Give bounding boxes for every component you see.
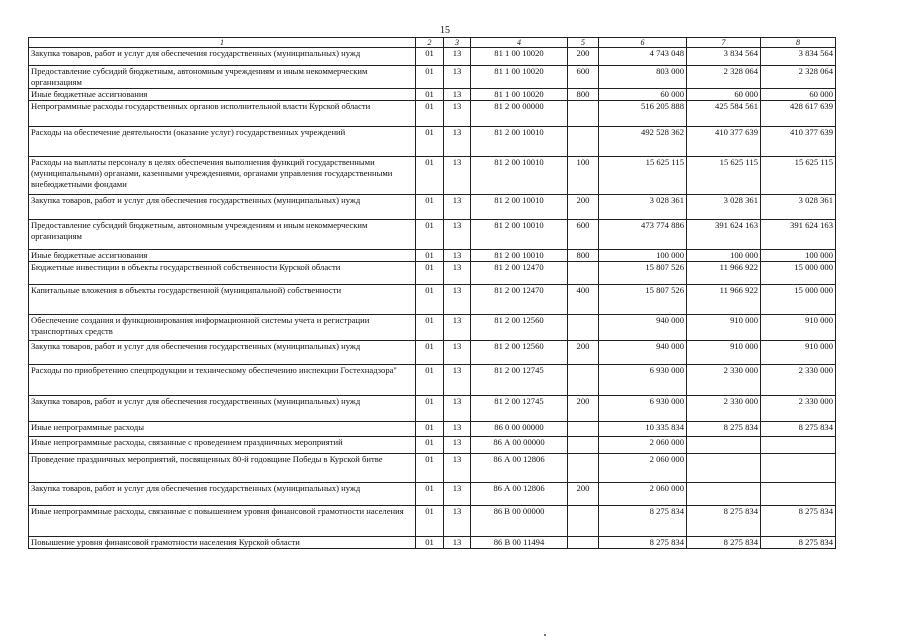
scan-speck	[544, 634, 546, 636]
amount-year-2: 3 028 361	[687, 195, 761, 220]
row-name: Расходы на выплаты персоналу в целях обеспечения выполнения функций государственными (муниципальными) органами, казенными учреждениями, органами управления государственными внебюджетными фондами	[29, 157, 416, 195]
subsection-code: 13	[444, 422, 471, 437]
amount-year-2: 2 330 000	[687, 396, 761, 422]
target-article-code: 81 2 00 12745	[471, 365, 568, 396]
page-number: 15	[440, 25, 450, 36]
table-row	[29, 48, 836, 66]
section-code: 01	[416, 48, 444, 66]
amount-year-1: 60 000	[599, 89, 687, 101]
amount-year-2: 2 328 064	[687, 66, 761, 89]
section-code: 01	[416, 537, 444, 549]
subsection-code: 13	[444, 250, 471, 262]
expense-type-code: 200	[568, 195, 599, 220]
subsection-code: 13	[444, 127, 471, 157]
row-name: Иные непрограммные расходы	[29, 422, 416, 437]
section-code: 01	[416, 262, 444, 285]
target-article-code: 81 2 00 10010	[471, 157, 568, 195]
amount-year-3	[761, 437, 836, 454]
amount-year-2: 2 330 000	[687, 365, 761, 396]
column-number: 3	[444, 38, 471, 48]
amount-year-3: 15 625 115	[761, 157, 836, 195]
target-article-code: 86 В 00 11494	[471, 537, 568, 549]
amount-year-2: 100 000	[687, 250, 761, 262]
amount-year-3: 60 000	[761, 89, 836, 101]
amount-year-1: 2 060 000	[599, 437, 687, 454]
section-code: 01	[416, 127, 444, 157]
section-code: 01	[416, 315, 444, 341]
subsection-code: 13	[444, 157, 471, 195]
budget-table	[28, 37, 836, 549]
column-number: 1	[29, 38, 416, 48]
section-code: 01	[416, 285, 444, 315]
amount-year-3: 391 624 163	[761, 220, 836, 250]
row-name: Повышение уровня финансовой грамотности населения Курской области	[29, 537, 416, 549]
amount-year-2: 391 624 163	[687, 220, 761, 250]
section-code: 01	[416, 341, 444, 365]
expense-type-code: 200	[568, 396, 599, 422]
table-body	[29, 48, 836, 549]
expense-type-code	[568, 315, 599, 341]
row-name: Иные бюджетные ассигнования	[29, 250, 416, 262]
target-article-code: 86 А 00 12806	[471, 454, 568, 483]
column-number: 4	[471, 38, 568, 48]
expense-type-code: 100	[568, 157, 599, 195]
target-article-code: 81 2 00 00000	[471, 101, 568, 127]
subsection-code: 13	[444, 66, 471, 89]
amount-year-2: 425 584 561	[687, 101, 761, 127]
subsection-code: 13	[444, 396, 471, 422]
expense-type-code: 200	[568, 483, 599, 506]
column-number: 2	[416, 38, 444, 48]
row-name: Иные непрограммные расходы, связанные с проведением праздничных мероприятий	[29, 437, 416, 454]
table-row	[29, 195, 836, 220]
section-code: 01	[416, 454, 444, 483]
table-row	[29, 365, 836, 396]
row-name: Бюджетные инвестиции в объекты государственной собственности Курской области	[29, 262, 416, 285]
column-number: 7	[687, 38, 761, 48]
expense-type-code	[568, 422, 599, 437]
section-code: 01	[416, 422, 444, 437]
amount-year-3: 910 000	[761, 315, 836, 341]
section-code: 01	[416, 89, 444, 101]
row-name: Непрограммные расходы государственных органов исполнительной власти Курской области	[29, 101, 416, 127]
amount-year-1: 516 205 888	[599, 101, 687, 127]
amount-year-2	[687, 437, 761, 454]
expense-type-code: 200	[568, 341, 599, 365]
expense-type-code	[568, 127, 599, 157]
row-name: Предоставление субсидий бюджетным, автономным учреждениям и иным некоммерческим организациям	[29, 66, 416, 89]
amount-year-1: 473 774 886	[599, 220, 687, 250]
target-article-code: 81 2 00 12470	[471, 285, 568, 315]
amount-year-3: 2 328 064	[761, 66, 836, 89]
amount-year-1: 8 275 834	[599, 506, 687, 537]
amount-year-2	[687, 483, 761, 506]
expense-type-code	[568, 437, 599, 454]
subsection-code: 13	[444, 437, 471, 454]
amount-year-2: 15 625 115	[687, 157, 761, 195]
amount-year-1: 940 000	[599, 315, 687, 341]
table-row	[29, 422, 836, 437]
target-article-code: 81 1 00 10020	[471, 89, 568, 101]
row-name: Иные непрограммные расходы, связанные с повышением уровня финансовой грамотности населения	[29, 506, 416, 537]
amount-year-1: 6 930 000	[599, 365, 687, 396]
target-article-code: 81 2 00 12470	[471, 262, 568, 285]
column-number: 5	[568, 38, 599, 48]
subsection-code: 13	[444, 454, 471, 483]
amount-year-1: 8 275 834	[599, 537, 687, 549]
amount-year-1: 15 807 526	[599, 285, 687, 315]
table-row	[29, 341, 836, 365]
amount-year-3: 3 834 564	[761, 48, 836, 66]
row-name: Проведение праздничных мероприятий, посвященных 80-й годовщине Победы в Курской битве	[29, 454, 416, 483]
expense-type-code: 800	[568, 250, 599, 262]
subsection-code: 13	[444, 89, 471, 101]
target-article-code: 81 2 00 12745	[471, 396, 568, 422]
section-code: 01	[416, 101, 444, 127]
amount-year-3: 910 000	[761, 341, 836, 365]
target-article-code: 81 2 00 10010	[471, 220, 568, 250]
table-row	[29, 483, 836, 506]
target-article-code: 81 1 00 10020	[471, 66, 568, 89]
target-article-code: 81 2 00 12560	[471, 315, 568, 341]
target-article-code: 81 2 00 10010	[471, 250, 568, 262]
table-row	[29, 285, 836, 315]
section-code: 01	[416, 220, 444, 250]
expense-type-code: 400	[568, 285, 599, 315]
column-number: 8	[761, 38, 836, 48]
table-row	[29, 157, 836, 195]
target-article-code: 86 А 00 00000	[471, 437, 568, 454]
amount-year-3: 8 275 834	[761, 537, 836, 549]
row-name: Закупка товаров, работ и услуг для обеспечения государственных (муниципальных) нужд	[29, 483, 416, 506]
amount-year-3: 8 275 834	[761, 422, 836, 437]
target-article-code: 86 0 00 00000	[471, 422, 568, 437]
amount-year-1: 15 625 115	[599, 157, 687, 195]
expense-type-code: 800	[568, 89, 599, 101]
amount-year-1: 940 000	[599, 341, 687, 365]
target-article-code: 86 В 00 00000	[471, 506, 568, 537]
table-row	[29, 506, 836, 537]
amount-year-1: 803 000	[599, 66, 687, 89]
amount-year-1: 4 743 048	[599, 48, 687, 66]
amount-year-1: 492 528 362	[599, 127, 687, 157]
expense-type-code	[568, 262, 599, 285]
section-code: 01	[416, 66, 444, 89]
amount-year-2: 8 275 834	[687, 422, 761, 437]
expense-type-code	[568, 537, 599, 549]
row-name: Предоставление субсидий бюджетным, автономным учреждениям и иным некоммерческим организациям	[29, 220, 416, 250]
section-code: 01	[416, 437, 444, 454]
target-article-code: 86 А 00 12806	[471, 483, 568, 506]
subsection-code: 13	[444, 315, 471, 341]
amount-year-1: 3 028 361	[599, 195, 687, 220]
row-name: Закупка товаров, работ и услуг для обеспечения государственных (муниципальных) нужд	[29, 48, 416, 66]
table-row	[29, 315, 836, 341]
amount-year-3: 428 617 639	[761, 101, 836, 127]
subsection-code: 13	[444, 262, 471, 285]
expense-type-code	[568, 454, 599, 483]
table-row	[29, 262, 836, 285]
subsection-code: 13	[444, 537, 471, 549]
target-article-code: 81 2 00 12560	[471, 341, 568, 365]
subsection-code: 13	[444, 506, 471, 537]
amount-year-2: 60 000	[687, 89, 761, 101]
subsection-code: 13	[444, 48, 471, 66]
table-row	[29, 220, 836, 250]
amount-year-2: 910 000	[687, 315, 761, 341]
target-article-code: 81 2 00 10010	[471, 195, 568, 220]
table-row	[29, 101, 836, 127]
amount-year-1: 6 930 000	[599, 396, 687, 422]
amount-year-2: 11 966 922	[687, 262, 761, 285]
table-row	[29, 537, 836, 549]
table-row	[29, 250, 836, 262]
amount-year-1: 100 000	[599, 250, 687, 262]
amount-year-3: 2 330 000	[761, 365, 836, 396]
table-row	[29, 66, 836, 89]
expense-type-code: 600	[568, 220, 599, 250]
amount-year-1: 2 060 000	[599, 483, 687, 506]
row-name: Капитальные вложения в объекты государственной (муниципальной) собственности	[29, 285, 416, 315]
amount-year-2: 11 966 922	[687, 285, 761, 315]
amount-year-2: 410 377 639	[687, 127, 761, 157]
subsection-code: 13	[444, 220, 471, 250]
row-name: Закупка товаров, работ и услуг для обеспечения государственных (муниципальных) нужд	[29, 195, 416, 220]
amount-year-2: 910 000	[687, 341, 761, 365]
amount-year-3	[761, 483, 836, 506]
row-name: Обеспечение создания и функционирования информационной системы учета и регистрации транспортных средств	[29, 315, 416, 341]
row-name: Расходы на обеспечение деятельности (оказание услуг) государственных учреждений	[29, 127, 416, 157]
subsection-code: 13	[444, 195, 471, 220]
row-name: Иные бюджетные ассигнования	[29, 89, 416, 101]
amount-year-3: 15 000 000	[761, 262, 836, 285]
expense-type-code	[568, 506, 599, 537]
amount-year-3: 15 000 000	[761, 285, 836, 315]
expense-type-code	[568, 365, 599, 396]
table-row	[29, 127, 836, 157]
amount-year-3: 3 028 361	[761, 195, 836, 220]
amount-year-1: 15 807 526	[599, 262, 687, 285]
subsection-code: 13	[444, 341, 471, 365]
row-name: Закупка товаров, работ и услуг для обеспечения государственных (муниципальных) нужд	[29, 341, 416, 365]
section-code: 01	[416, 250, 444, 262]
amount-year-3: 2 330 000	[761, 396, 836, 422]
table-row	[29, 396, 836, 422]
section-code: 01	[416, 506, 444, 537]
target-article-code: 81 1 00 10020	[471, 48, 568, 66]
amount-year-3: 100 000	[761, 250, 836, 262]
row-name: Закупка товаров, работ и услуг для обеспечения государственных (муниципальных) нужд	[29, 396, 416, 422]
amount-year-2: 8 275 834	[687, 537, 761, 549]
amount-year-3: 8 275 834	[761, 506, 836, 537]
amount-year-2: 8 275 834	[687, 506, 761, 537]
table-row	[29, 454, 836, 483]
amount-year-3: 410 377 639	[761, 127, 836, 157]
table-row	[29, 437, 836, 454]
expense-type-code: 600	[568, 66, 599, 89]
amount-year-1: 10 335 834	[599, 422, 687, 437]
row-name: Расходы по приобретению спецпродукции и техническому обеспечению инспекции Гостехнадзора"	[29, 365, 416, 396]
column-number-row	[29, 38, 836, 48]
section-code: 01	[416, 365, 444, 396]
target-article-code: 81 2 00 10010	[471, 127, 568, 157]
amount-year-3	[761, 454, 836, 483]
subsection-code: 13	[444, 285, 471, 315]
subsection-code: 13	[444, 483, 471, 506]
section-code: 01	[416, 396, 444, 422]
subsection-code: 13	[444, 101, 471, 127]
expense-type-code	[568, 101, 599, 127]
table-row	[29, 89, 836, 101]
section-code: 01	[416, 157, 444, 195]
subsection-code: 13	[444, 365, 471, 396]
amount-year-2	[687, 454, 761, 483]
column-number: 6	[599, 38, 687, 48]
amount-year-1: 2 060 000	[599, 454, 687, 483]
section-code: 01	[416, 195, 444, 220]
expense-type-code: 200	[568, 48, 599, 66]
amount-year-2: 3 834 564	[687, 48, 761, 66]
section-code: 01	[416, 483, 444, 506]
